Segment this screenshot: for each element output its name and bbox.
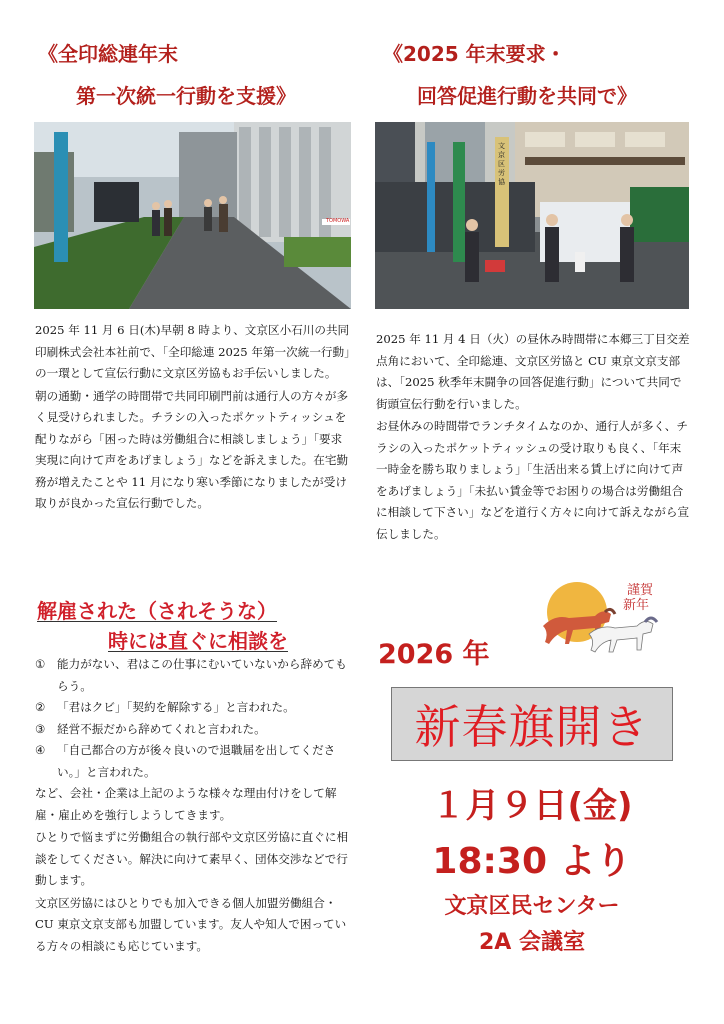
dismissal-paragraph-1: など、会社・企業は上記のような様々な理由付けをして解雇・雇止めを強行しようしてきます。 — [35, 786, 337, 822]
dismissal-paragraph-3: 文京区労協にはひとりでも加入できる個人加盟労働組合・CU 東京文京支部も加盟しています。友人や知人で困っている方々の相談にも応じています。 — [35, 895, 347, 953]
dismissal-body — [35, 654, 353, 957]
list-item-text: 「君はクビ」「契約を解除する」と言われた。 — [57, 700, 295, 714]
list-item-number: ① — [35, 657, 46, 671]
list-item — [35, 740, 353, 783]
list-item-number: ② — [35, 700, 46, 714]
event-venue-line1: 文京区民センター — [444, 894, 620, 919]
list-item-number: ④ — [35, 743, 46, 757]
left-heading-line1: 《全印総連年末 — [38, 42, 178, 66]
left-article-body — [35, 320, 353, 515]
photo-banner-text: 文京区労協 — [498, 142, 505, 186]
list-item-text: 「自己都合の方が後々良いので退職届を出してください。」と言われた。 — [57, 743, 336, 779]
right-article-body — [376, 329, 692, 545]
right-heading-line2: 回答促進行動を共同で》 — [417, 84, 637, 108]
left-photo-street-leafleting — [34, 122, 351, 309]
list-item-text: 能力がない、君はこの仕事にむいていないから辞めてもらう。 — [57, 657, 347, 693]
event-time: 18:30 より — [432, 841, 632, 882]
right-photo-street-leafleting — [375, 122, 689, 309]
list-item — [35, 654, 353, 697]
list-item-number: ③ — [35, 721, 46, 736]
dismissal-title-line1: 解雇された（されそうな） — [37, 599, 277, 623]
greeting-line2: 新年 — [623, 598, 650, 613]
photo-building-sign: TOMOWA — [326, 218, 350, 224]
new-year-horse-illustration — [525, 578, 685, 658]
right-article-paragraph-1: 2025 年 11 月 4 日（火）の昼休み時間帯に本郷三丁目交差点角において、全印総連、文京区労協と CU 東京文京支部は、「2025 秋季年末闘争の回答促進行動」について共同で街頭宣伝行動を行いました。 — [376, 332, 690, 411]
event-venue-line2: 2A 会議室 — [479, 930, 585, 955]
list-item — [35, 697, 353, 719]
list-item — [35, 719, 353, 741]
event-year: 2026 年 — [378, 639, 490, 670]
dismissal-example-list — [35, 654, 353, 783]
greeting-line1: 謹賀 — [627, 583, 654, 598]
event-title: 新春旗開き — [414, 700, 650, 754]
dismissal-title-line2: 時には直ぐに相談を — [108, 629, 288, 653]
right-heading-line1: 《2025 年末要求・ — [383, 42, 566, 66]
dismissal-paragraph-2: ひとりで悩まずに労働組合の執行部や文京区労協に直ぐに相談をしてください。解決に向けて素早く、団体交渉などで行動します。 — [35, 830, 349, 887]
event-date: １月９日(金) — [431, 786, 633, 826]
left-article-paragraph-1: 2025 年 11 月 6 日(木)早朝 8 時より、文京区小石川の共同印刷株式会社本社前で、「全印総連 2025 年第一次統一行動」の一環として宣伝行動に文京区労協もお手伝いしました。 — [35, 323, 350, 380]
left-heading-line2: 第一次統一行動を支援》 — [76, 84, 296, 108]
event-title-box — [391, 687, 673, 761]
list-item-text: 経営不振だから辞めてくれと言われた。 — [57, 721, 266, 736]
right-article-paragraph-2: お昼休みの時間帯でランチタイムなのか、通行人が多く、チラシの入ったポケットティッシュの受け取りも良く、「年末一時金を勝ち取りましょう」「生活出来る賃上げに向けて声をあげましょう」「未払い賃金等でお困りの場合は労働組合に相談して下さい」などを道行く方々に向けて訴えながら宣伝しました。 — [376, 419, 690, 541]
left-article-paragraph-2: 朝の通勤・通学の時間帯で共同印刷門前は通行人の方々が多く見受けられました。チラシの入ったポケットティッシュを配りながら「困った時は労働組合に相談しましょう」「要求実現に向けて声をあげましょう」などを訴えました。在宅勤務が増えたことや 11 月になり寒い季節になりましたが受け取りが良かった宣伝行動でした。 — [35, 388, 349, 510]
